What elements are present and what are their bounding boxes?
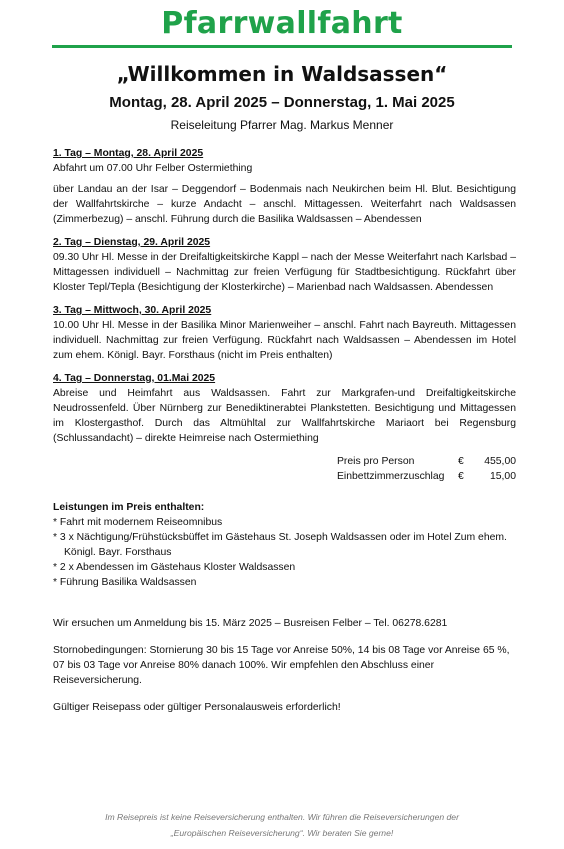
day-4 <box>53 371 516 446</box>
day-heading: 4. Tag – Donnerstag, 01.Mai 2025 <box>53 373 216 384</box>
insurance-footer <box>0 809 564 841</box>
services-section <box>53 500 516 590</box>
footer-line: „Europäischen Reiseversicherung“. Wir beraten Sie gerne! <box>170 828 394 838</box>
price-currency: € <box>458 456 464 467</box>
service-item: * Fahrt mit modernem Reiseomnibus <box>53 517 223 528</box>
title-underline <box>52 45 512 48</box>
trip-dates: Montag, 28. April 2025 – Donnerstag, 1. Mai 2025 <box>109 94 455 111</box>
service-item: * 3 x Nächtigung/Frühstücksbüffet im Gästehaus St. Joseph Waldsassen oder im Hotel Zum ehem. Königl. Bayr. Forsthaus <box>53 532 507 558</box>
day-text: Abreise und Heimfahrt aus Waldsassen. Fahrt zur Markgrafen-und Dreifaltigkeitskirche Neudrossenfeld. Über Nürnberg zur Benediktinerabtei Plankstetten. Besichtigung und Mittagessen im Klostergasthof. Durch das Altmühltal zur Wallfahrtskirche Mariaort bei Regensburg (Schlussandacht) – direkte Heimreise nach Ostermiething <box>53 388 516 444</box>
day-text: über Landau an der Isar – Deggendorf – Bodenmais nach Neukirchen beim Hl. Blut. Besichtigung der Wallfahrtskirche – kurze Andacht – anschl. Mittagessen. Weiterfahrt nach Waldsassen (Zimmerbezug) – anschl. Führung durch die Basilika Waldsassen – Abendessen <box>53 184 516 225</box>
price-label: Einbettzimmerzuschlag <box>337 471 445 482</box>
documents-note: Gültiger Reisepass oder gültiger Personalausweis erforderlich! <box>53 702 341 713</box>
services-heading: Leistungen im Preis enthalten: <box>53 502 205 513</box>
day-text: Abfahrt um 07.00 Uhr Felber Ostermiething <box>53 163 253 174</box>
day-heading: 1. Tag – Montag, 28. April 2025 <box>53 148 204 159</box>
day-text: 09.30 Uhr Hl. Messe in der Dreifaltigkeitskirche Kappl – nach der Messe Weiterfahrt nach Karlsbad – Mittagessen individuell – Nachmittag zur freien Verfügung für Stadtbesichtigung. Rückfahrt über Kloster Tepl/Tepla (Besichtigung der Klosterkirche) – Marienbad nach Waldsassen. Abendessen <box>53 252 516 293</box>
day-1 <box>53 146 516 227</box>
registration-note: Wir ersuchen um Anmeldung bis 15. März 2025 – Busreisen Felber – Tel. 06278.6281 <box>53 618 448 629</box>
day-heading: 3. Tag – Mittwoch, 30. April 2025 <box>53 305 212 316</box>
page-subtitle: „Willkommen in Waldsassen“ <box>116 62 448 86</box>
price-row <box>337 454 516 469</box>
price-currency: € <box>458 471 464 482</box>
cancellation-terms: Stornobedingungen: Stornierung 30 bis 15 Tage vor Anreise 50%, 14 bis 08 Tage vor Anreise 65 %, 07 bis 03 Tage vor Anreise 80% danach 100%. Wir empfehlen den Abschluss einer Reiseversicherung. <box>53 645 510 686</box>
page-title: Pfarrwallfahrt <box>161 6 403 41</box>
price-value: 15,00 <box>489 471 516 482</box>
day-heading: 2. Tag – Dienstag, 29. April 2025 <box>53 237 211 248</box>
day-3 <box>53 303 516 363</box>
price-value: 455,00 <box>484 456 516 467</box>
service-item: * 2 x Abendessen im Gästehaus Kloster Waldsassen <box>53 562 296 573</box>
tour-leader: Reiseleitung Pfarrer Mag. Markus Menner <box>170 118 394 132</box>
day-2 <box>53 235 516 295</box>
service-item: * Führung Basilika Waldsassen <box>53 577 197 588</box>
price-row <box>337 469 516 484</box>
price-label: Preis pro Person <box>337 456 415 467</box>
price-table <box>337 454 516 484</box>
day-text: 10.00 Uhr Hl. Messe in der Basilika Minor Marienweiher – anschl. Fahrt nach Bayreuth. Mittagessen individuell. Nachmittag zur freien Verfügung. Rückfahrt nach Waldsassen – Abendessen im Hotel zum ehem. Königl. Bayr. Forsthaus (nicht im Preis enthalten) <box>53 320 516 361</box>
itinerary-content <box>53 146 516 715</box>
footer-line: Im Reisepreis ist keine Reiseversicherung enthalten. Wir führen die Reiseversicherungen der <box>105 812 459 822</box>
